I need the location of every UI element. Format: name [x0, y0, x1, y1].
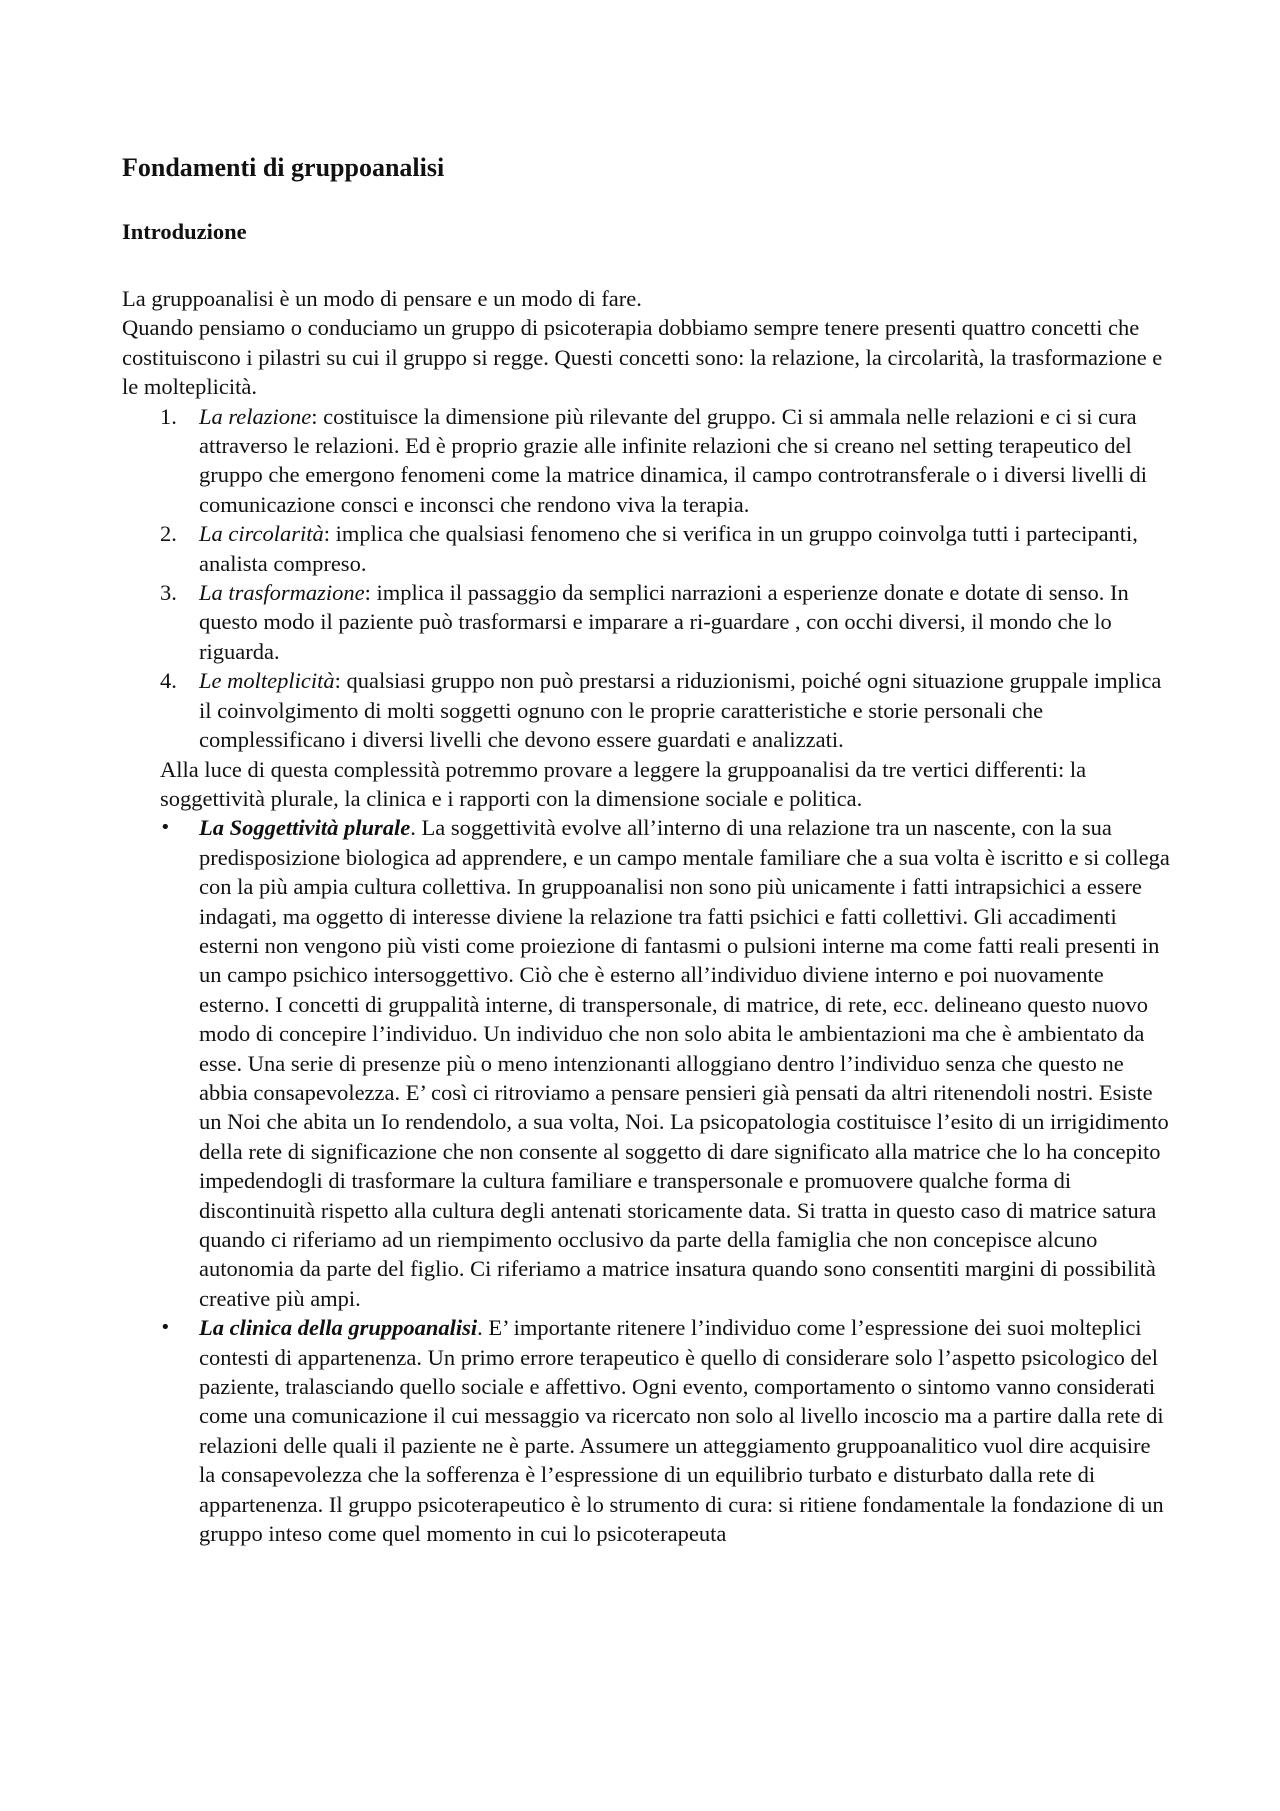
concept-text: : qualsiasi gruppo non può prestarsi a riduzionismi, poiché ogni situazione gruppale implica il coinvolgimento di molti soggetti ognuno con le proprie caratteristiche e storie personali che complessificano i diversi livelli che devono essere guardati e analizzati.: [199, 668, 1162, 753]
section-title: Introduzione: [122, 219, 247, 244]
bullet-icon: •: [160, 817, 171, 839]
concept-term: La circolarità: [199, 521, 324, 547]
intro-paragraph: La gruppoanalisi è un modo di pensare e un modo di fare.: [122, 286, 642, 311]
concept-text: : implica che qualsiasi fenomeno che si verifica in un gruppo coinvolga tutti i partecipanti, analista compreso.: [199, 521, 1138, 576]
list-item: [122, 666, 1172, 754]
vertices-list: [122, 813, 1172, 1548]
list-item: [122, 519, 1172, 578]
document-body: [122, 150, 1172, 1548]
list-item: [122, 813, 1172, 1313]
vertex-text: . La soggettività evolve all’interno di una relazione tra un nascente, con la sua predisposizione biologica ad apprendere, e un campo mentale familiare che a sua volta è iscritto e si collega con la più ampia cultura collettiva. In gruppoanalisi non sono più unicamente i fatti intrapsichici a essere indagati, ma oggetto di interesse diviene la relazione tra fatti psichici e fatti collettivi. Gli accadimenti esterni non vengono più visti come proiezione di fantasmi o pulsioni interne ma come fatti reali presenti in un campo psichico intersoggettivo. Ciò che è esterno all’individuo diviene interno e poi nuovamente esterno. I concetti di gruppalità interne, di transpersonale, di matrice, di rete, ecc. delineano questo nuovo modo di concepire l’individuo. Un individuo che non solo abita le ambientazioni ma che è ambientato da esse. Una serie di presenze più o meno intenzionanti alloggiano dentro l’individuo senza che questo ne abbia consapevolezza. E’ così ci ritroviamo a pensare pensieri già pensati da altri ritenendoli nostri. Esiste un Noi che abita un Io rendendolo, a sua volta, Noi. La psicopatologia costituisce l’esito di un irrigidimento della rete di significazione che non consente al soggetto di dare significato alla matrice che lo ha concepito impedendogli di trasformare la cultura familiare e transpersonale e promuovere qualche forma di discontinuità rispetto alla cultura degli antenati storicamente data. Si tratta in questo caso di matrice satura quando ci riferiamo ad un riempimento occlusivo da parte della famiglia che non concepisce alcuno autonomia da parte del figlio. Ci riferiamo a matrice insatura quando sono consentiti margini di possibilità creative più ampi.: [199, 815, 1170, 1311]
bullet-icon: •: [160, 1317, 171, 1339]
list-item: [122, 402, 1172, 520]
concept-term: La trasformazione: [199, 580, 365, 606]
document-title: Fondamenti di gruppoanalisi: [122, 153, 445, 182]
concept-text: : costituisce la dimensione più rilevante del gruppo. Ci si ammala nelle relazioni e ci si cura attraverso le relazioni. Ed è proprio grazie alle infinite relazioni che si creano nel setting terapeutico del gruppo che emergono fenomeni come la matrice dinamica, il campo controtransferale o i diversi livelli di comunicazione consci e inconsci che rendono viva la terapia.: [199, 403, 1147, 517]
list-number: 4.: [160, 668, 177, 694]
concept-term: La relazione: [199, 403, 312, 429]
vertex-term: La Soggettività plurale: [199, 815, 411, 841]
intro-paragraph: Quando pensiamo o conduciamo un gruppo di psicoterapia dobbiamo sempre tenere presenti quattro concetti che costituiscono i pilastri su cui il gruppo si regge. Questi concetti sono: la relazione, la circolarità, la trasformazione e le molteplicità.: [122, 315, 1163, 400]
list-number: 2.: [160, 521, 177, 547]
list-item: [122, 578, 1172, 666]
vertex-term: La clinica della gruppoanalisi: [199, 1315, 478, 1341]
vertex-text: . E’ importante ritenere l’individuo come l’espressione dei suoi molteplici contesti di appartenenza. Un primo errore terapeutico è quello di considerare solo l’aspetto psicologico del paziente, tralasciando quello sociale e affettivo. Ogni evento, comportamento o sintomo vanno considerati come una comunicazione il cui messaggio va ricercato non solo al livello incoscio ma a partire dalla rete di relazioni delle quali il paziente ne è parte. Assumere un atteggiamento gruppoanalitico vuol dire acquisire la consapevolezza che la sofferenza è l’espressione di un equilibrio turbato e disturbato dalla rete di appartenenza. Il gruppo psicoterapeutico è lo strumento di cura: si ritiene fondamentale la fondazione di un gruppo inteso come quel momento in cui lo psicoterapeuta: [199, 1315, 1164, 1547]
concept-text: : implica il passaggio da semplici narrazioni a esperienze donate e dotate di senso. In questo modo il paziente può trasformarsi e imparare a ri-guardare , con occhi diversi, il mondo che lo riguarda.: [199, 580, 1129, 664]
concepts-list: [122, 402, 1172, 755]
list-number: 3.: [160, 580, 177, 606]
vertices-intro-paragraph: Alla luce di questa complessità potremmo provare a leggere la gruppoanalisi da tre vertici differenti: la soggettività plurale, la clinica e i rapporti con la dimensione sociale e politica.: [160, 756, 1087, 811]
list-number: 1.: [160, 403, 177, 429]
list-item: [122, 1313, 1172, 1548]
concept-term: Le molteplicità: [199, 668, 335, 694]
